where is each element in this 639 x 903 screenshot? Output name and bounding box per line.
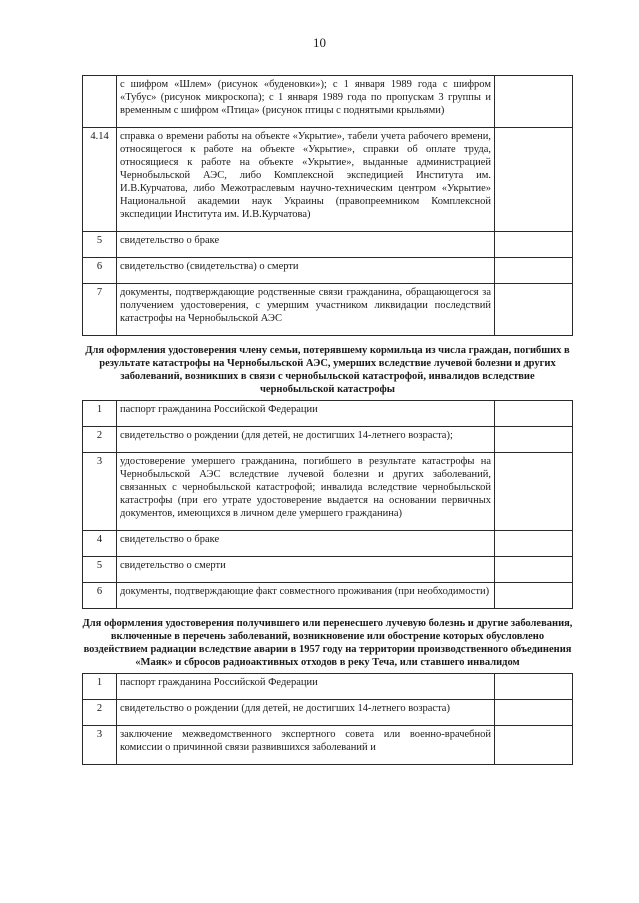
row-description: паспорт гражданина Российской Федерации <box>117 401 495 427</box>
table-row <box>83 258 573 284</box>
row-notes-cell <box>495 401 573 427</box>
table-row <box>83 557 573 583</box>
row-notes-cell <box>495 700 573 726</box>
table-row <box>83 674 573 700</box>
section-heading: Для оформления удостоверения члену семьи, потерявшему кормильца из числа граждан, погибших в результате катастрофы на Чернобыльской АЭС, умерших вследствие лучевой болезни и других заболеваний, возникших в связи с чернобыльской катастрофой, инвалидов вследствие чернобыльской катастрофы <box>83 336 573 401</box>
row-description: документы, подтверждающие факт совместного проживания (при необходимости) <box>117 583 495 609</box>
row-number: 6 <box>83 258 117 284</box>
row-description: заключение межведомственного экспертного совета или военно-врачебной комиссии о причинной связи развившихся заболеваний и <box>117 726 495 765</box>
row-description: свидетельство о рождении (для детей, не достигших 14-летнего возраста) <box>117 700 495 726</box>
table-row <box>83 401 573 427</box>
row-notes-cell <box>495 674 573 700</box>
row-description: удостоверение умершего гражданина, погибшего в результате катастрофы на Чернобыльской АЭС вследствие лучевой болезни и других заболеваний, связанных с чернобыльской катастрофой; инвалида вследствие чернобыльской катастрофы (при его утрате удостоверение выдается на основании первичных документов, имеющихся в личном деле умершего гражданина) <box>117 453 495 531</box>
row-description: свидетельство о браке <box>117 531 495 557</box>
row-description: с шифром «Шлем» (рисунок «буденовки»); с 1 января 1989 года с шифром «Тубус» (рисунок микроскопа); с 1 января 1989 года по пропускам 3 группы и временным с шифром «Птица» (рисунок птицы с поднятыми крыльями) <box>117 76 495 128</box>
row-number: 1 <box>83 674 117 700</box>
table-row <box>83 583 573 609</box>
row-notes-cell <box>495 76 573 128</box>
table-row <box>83 700 573 726</box>
row-description: свидетельство о смерти <box>117 557 495 583</box>
section-heading: Для оформления удостоверения получившего или перенесшего лучевую болезнь и другие заболевания, включенные в перечень заболеваний, возникновение или обострение которых обусловлено воздействием радиации вследствие аварии в 1957 году на территории производственного объединения «Маяк» и сбросов радиоактивных отходов в реку Теча, или ставшего инвалидом <box>83 609 573 674</box>
table-row <box>83 453 573 531</box>
row-number: 4.14 <box>83 128 117 232</box>
row-notes-cell <box>495 557 573 583</box>
row-notes-cell <box>495 232 573 258</box>
row-number: 5 <box>83 557 117 583</box>
row-description: паспорт гражданина Российской Федерации <box>117 674 495 700</box>
row-notes-cell <box>495 583 573 609</box>
row-notes-cell <box>495 531 573 557</box>
row-description: документы, подтверждающие родственные связи гражданина, обращающегося за получением удостоверения, с умершим участником ликвидации последствий катастрофы на Чернобыльской АЭС <box>117 284 495 336</box>
row-number: 3 <box>83 453 117 531</box>
table-row <box>83 76 573 128</box>
row-number: 6 <box>83 583 117 609</box>
row-description: справка о времени работы на объекте «Укрытие», табели учета рабочего времени, относящегося к работе на объекте «Укрытие», справки об оплате труда, относящиеся к работе на объекте «Укрытие», выданные администрацией Чернобыльской АЭС, либо Комплексной экспедицией Института им. И.В.Курчатова, либо Межотраслевым научно-техническим центром «Укрытие» Национальной академии наук Украины (правопреемником Комплексной экспедиции Института им. И.В.Курчатова) <box>117 128 495 232</box>
row-number: 3 <box>83 726 117 765</box>
documents-table <box>82 75 573 765</box>
row-notes-cell <box>495 726 573 765</box>
row-notes-cell <box>495 284 573 336</box>
row-number: 4 <box>83 531 117 557</box>
table-row <box>83 128 573 232</box>
table-row <box>83 726 573 765</box>
row-number: 2 <box>83 427 117 453</box>
section-heading-row <box>83 336 573 401</box>
row-number: 2 <box>83 700 117 726</box>
table-row <box>83 427 573 453</box>
row-description: свидетельство о браке <box>117 232 495 258</box>
row-notes-cell <box>495 453 573 531</box>
page-number: 10 <box>313 35 326 50</box>
section-heading-row <box>83 609 573 674</box>
row-number: 7 <box>83 284 117 336</box>
row-number <box>83 76 117 128</box>
table-row <box>83 284 573 336</box>
row-notes-cell <box>495 128 573 232</box>
table-row <box>83 531 573 557</box>
row-number: 5 <box>83 232 117 258</box>
row-description: свидетельство (свидетельства) о смерти <box>117 258 495 284</box>
table-row <box>83 232 573 258</box>
row-notes-cell <box>495 258 573 284</box>
row-description: свидетельство о рождении (для детей, не достигших 14-летнего возраста); <box>117 427 495 453</box>
row-number: 1 <box>83 401 117 427</box>
row-notes-cell <box>495 427 573 453</box>
